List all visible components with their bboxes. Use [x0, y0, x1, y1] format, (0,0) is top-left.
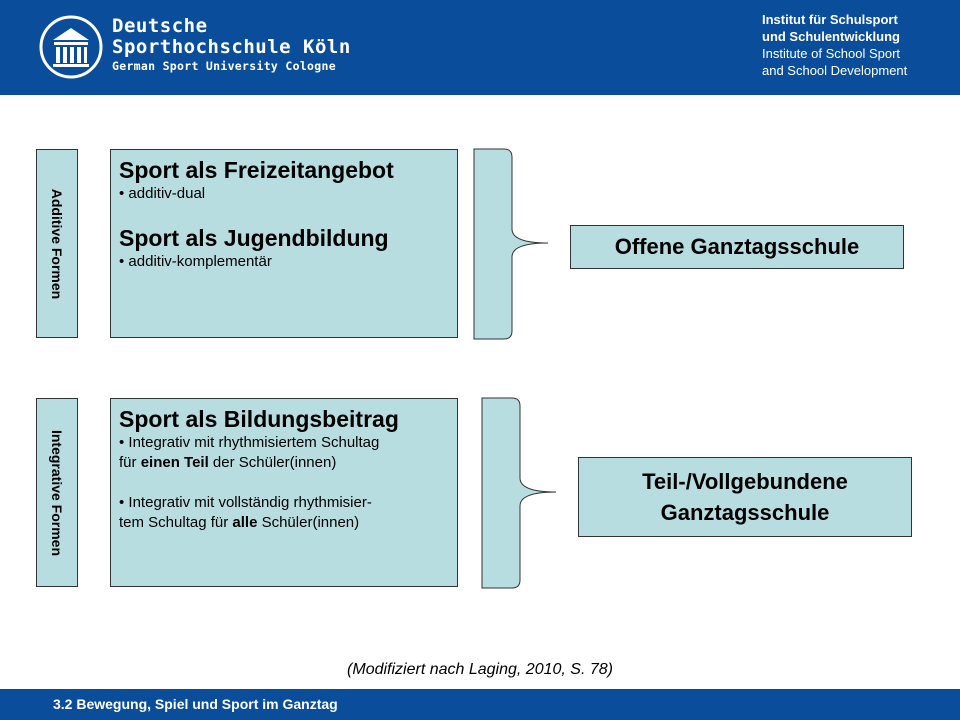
- institute-de-line-1: Institut für Schulsport: [762, 12, 898, 27]
- footer-bar: [0, 689, 960, 720]
- bullet-additiv-komplementaer: • additiv-komplementär: [119, 253, 272, 270]
- result-gebundene-ganztagsschule: [578, 457, 912, 537]
- bracket-integrative: [478, 396, 560, 590]
- side-label-additive-text: Additive Formen: [49, 188, 65, 299]
- bullet-vollstaendig-line-1: • Integrativ mit vollständig rhythmisier-: [119, 494, 372, 511]
- result-line-2: Ganztagsschule: [660, 500, 830, 525]
- heading-bildungsbeitrag: Sport als Bildungsbeitrag: [119, 406, 399, 432]
- bullet-rhythmisiert-line-1: • Integrativ mit rhythmisiertem Schultag: [119, 434, 380, 451]
- bullet-vollstaendig-line-2: tem Schultag für alle Schüler(innen): [119, 514, 360, 531]
- result-line-1: Teil-/Vollgebundene: [642, 469, 848, 494]
- institute-en-line-2: and School Development: [762, 63, 908, 78]
- bracket-additive: [470, 147, 552, 341]
- box-additive: [110, 149, 458, 338]
- institute-en-line-1: Institute of School Sport: [762, 46, 901, 61]
- header-bar: [0, 0, 960, 95]
- result-offene-ganztagsschule: Offene Ganztagsschule: [570, 225, 904, 269]
- side-label-integrative: [36, 398, 78, 587]
- source-caption: (Modifiziert nach Laging, 2010, S. 78): [347, 661, 613, 678]
- logo-line-2: Sporthochschule Köln: [112, 36, 351, 58]
- logo-wordmark: [112, 16, 351, 74]
- side-label-additive: [36, 149, 78, 338]
- logo-line-1: Deutsche: [112, 15, 208, 37]
- footer-section-title: 3.2 Bewegung, Spiel und Sport im Ganztag: [53, 696, 338, 712]
- institute-name: [762, 11, 907, 79]
- heading-freizeitangebot: Sport als Freizeitangebot: [119, 157, 394, 183]
- box-integrative: [110, 398, 458, 587]
- institute-de-line-2: und Schulentwicklung: [762, 29, 900, 44]
- bullet-additiv-dual: • additiv-dual: [119, 185, 206, 202]
- logo-line-3: German Sport University Cologne: [112, 59, 336, 73]
- bullet-rhythmisiert-line-2: für einen Teil der Schüler(innen): [119, 454, 337, 471]
- heading-jugendbildung: Sport als Jugendbildung: [119, 225, 389, 251]
- side-label-integrative-text: Integrative Formen: [49, 429, 65, 556]
